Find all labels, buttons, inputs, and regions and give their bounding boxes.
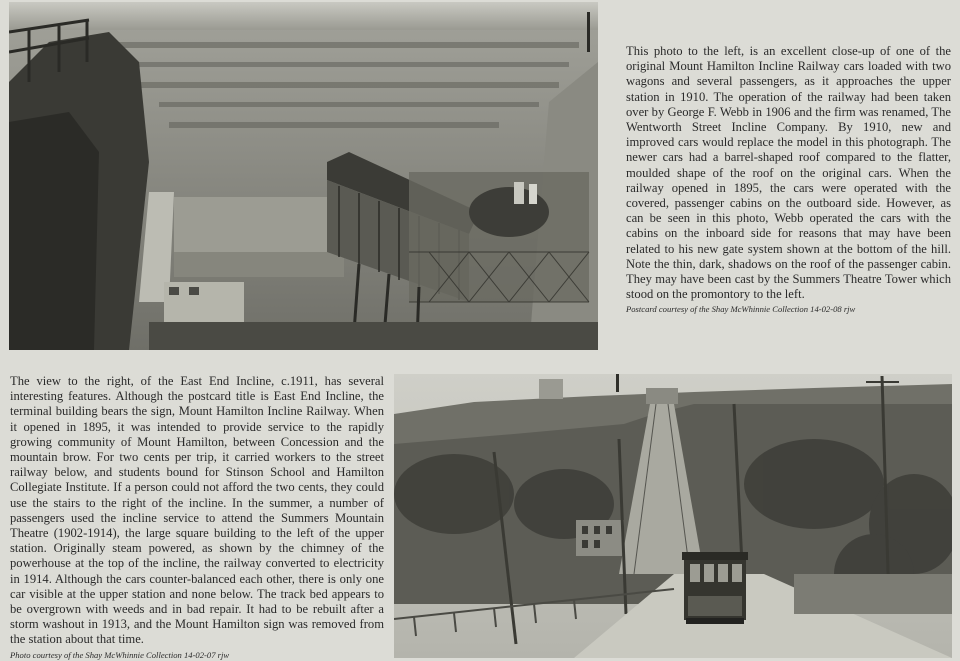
top-photo-credit: Postcard courtesy of the Shay McWhinnie Collection 14-02-08 rjw (626, 304, 856, 315)
east-end-incline-photo (394, 374, 952, 658)
top-photo-caption-text: This photo to the left, is an excellent close-up of one of the original Mount Hamilton Incline Railway cars loaded with two wagons and several passengers, as it approaches the upper station in 1910. The operation of the railway had been taken over by George F. Webb in 1906 and the firm was renamed, The Wentworth Street Incline Company. By 1910, new and improved cars would replace the model in this photograph. The newer cars had a barrel-shaped roof compared to the flatter, moulded shape of the roof on the original cars. When the railway opened in 1895, the cars were operated with the covered, passenger cabins on the outboard side. However, as can be seen in this photo, Webb operated the cars with the cabins on the inboard side for reasons that may have been related to his new gate system shown at the bottom of the hill. Note the thin, dark, shadows on the roof of the passenger cabin. They may have been cast by the Summers Theatre Tower which stood on the promontory to the left. (626, 44, 951, 302)
east-end-incline-photo-image (394, 374, 952, 658)
bottom-photo-credit: Photo courtesy of the Shay McWhinnie Collection 14-02-07 rjw (10, 649, 230, 660)
bottom-photo-caption (10, 374, 384, 661)
incline-car-photo-image (9, 2, 598, 350)
bottom-photo-caption-text: The view to the right, of the East End Incline, c.1911, has several interesting features. Although the postcard title is East End Incline, the terminal building bears the sign, Mount Hamilton Incline Railway. When it opened in 1895, it was intended to provide service to the rapidly growing community of Mount Hamilton, between Concession and the mountain brow. For two cents per trip, it carried workers to the street railway below, and students bound for Stinson School and Hamilton Collegiate Institute. If a person could not afford the two cents, they could use the stairs to the right of the incline. In the summer, a number of passengers used the incline service to attend the Summers Mountain Theatre (1902-1914), the large square building to the left of the upper station. Originally steam powered, as shown by the chimney of the powerhouse at the top of the incline, the railway converted to electricity in 1914. Although the cars counter-balanced each other, there is only one car visible at the upper station and none below. The track bed appears to be overgrown with weeds and in bad repair. It had to be rebuilt after a storm washout in 1913, and the Mount Hamilton sign was removed from the station about that time. (10, 374, 384, 647)
incline-car-photo (9, 2, 598, 350)
top-photo-caption (626, 44, 951, 315)
